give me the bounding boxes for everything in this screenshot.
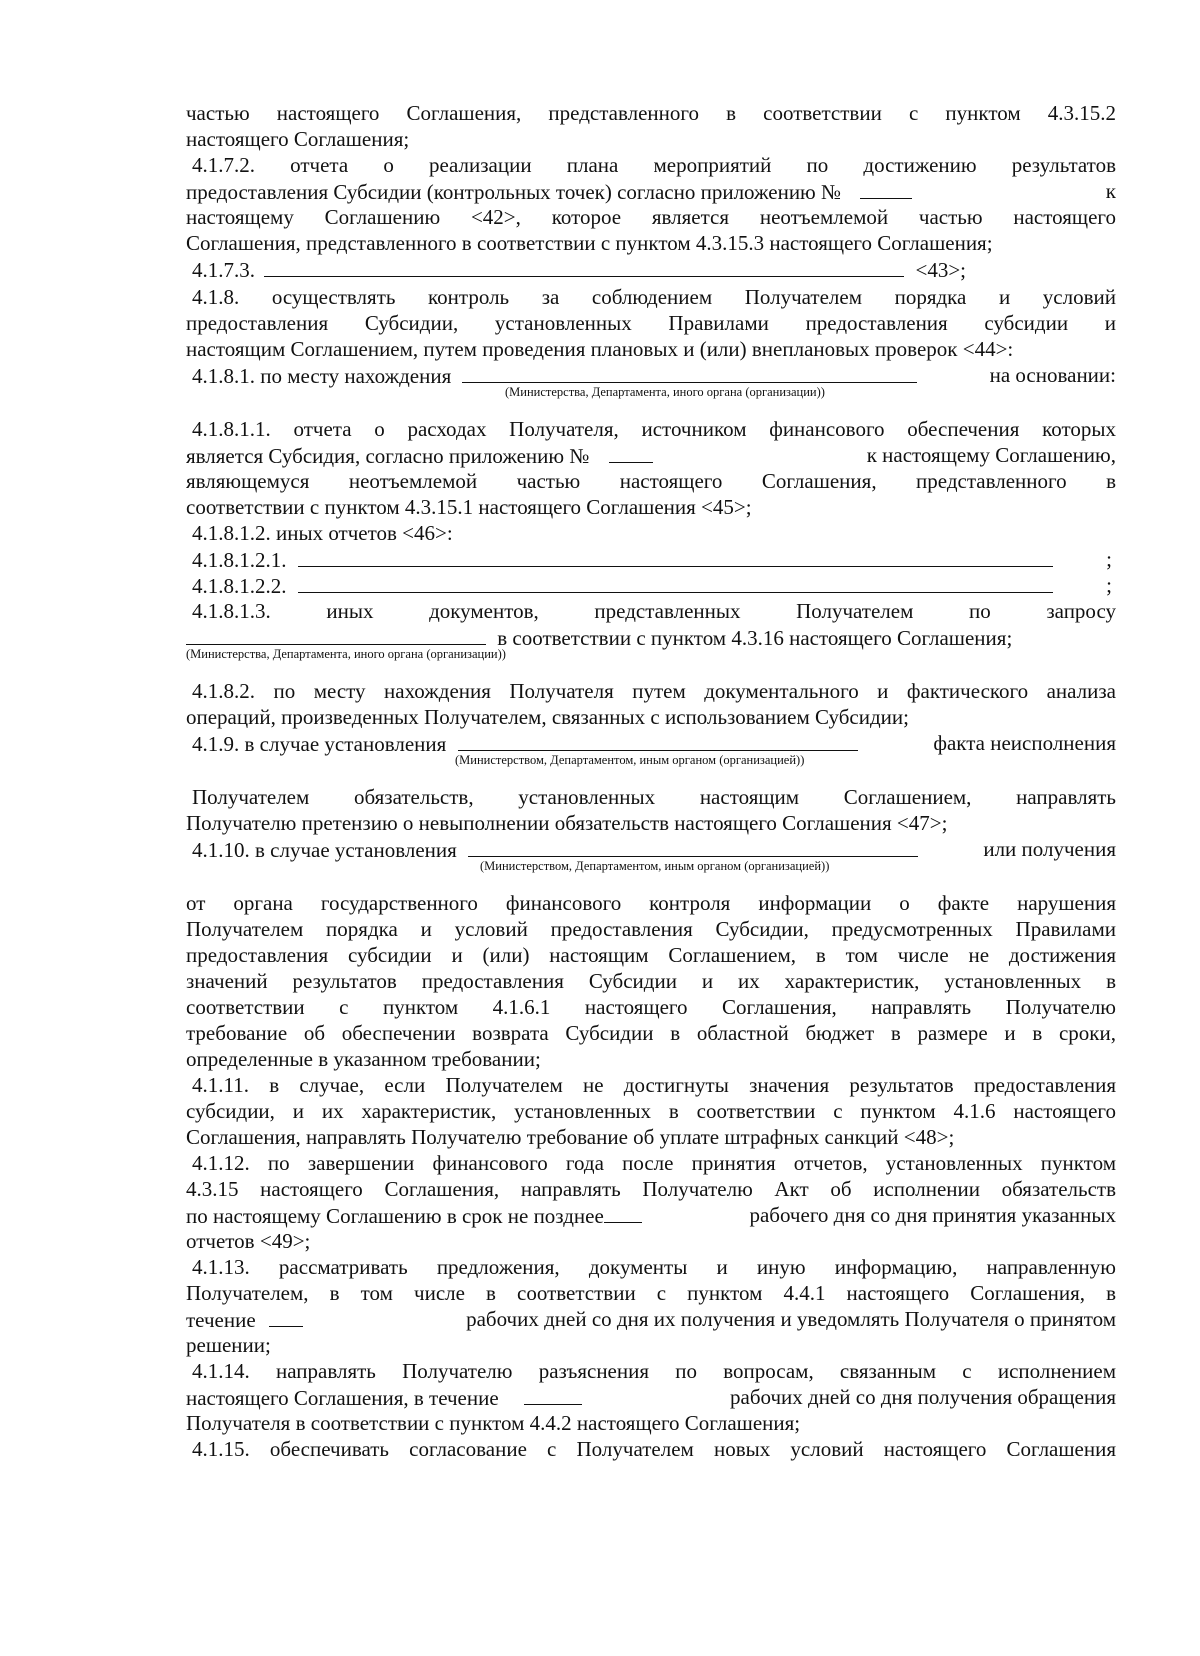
field-caption: (Министерства, Департамента, иного органа (организации)): [505, 385, 825, 399]
text-line: 4.3.15 настоящего Соглашения, направлять Получателю Акт об исполнении обязательств: [186, 1177, 1116, 1201]
text-line: 4.1.8.2. по месту нахождения Получателя путем документального и фактического анализа: [192, 679, 1116, 703]
text-line: Получателем обязательств, установленных настоящим Соглашением, направлять: [192, 785, 1116, 809]
text-line: 4.1.9. в случае установления факта неисполнения: [192, 731, 1116, 756]
text-line: 4.1.8.1.2.1. ;: [192, 547, 1112, 572]
text-line: операций, произведенных Получателем, связанных с использованием Субсидии;: [186, 705, 909, 729]
text-line: 4.1.10. в случае установления или получения: [192, 837, 1116, 862]
text-line: предоставления Субсидии (контрольных точек) согласно приложению № к: [186, 179, 1116, 204]
text-line: Соглашения, направлять Получателю требование об уплате штрафных санкций <48>;: [186, 1125, 955, 1149]
text-line: 4.1.8.1.2. иных отчетов <46>:: [192, 521, 453, 545]
blank-line: [264, 256, 904, 277]
text-line: Получателя в соответствии с пунктом 4.4.2 настоящего Соглашения;: [186, 1411, 801, 1435]
text-line: частью настоящего Соглашения, представленного в соответствии с пунктом 4.3.15.2: [186, 101, 1116, 125]
text-line: является Субсидия, согласно приложению № к настоящему Соглашению,: [186, 443, 1116, 468]
text-line: настоящего Соглашения;: [186, 127, 410, 151]
text-line: Получателем, в том числе в соответствии с пунктом 4.4.1 настоящего Соглашения, в: [186, 1281, 1116, 1305]
text-line: 4.1.12. по завершении финансового года после принятия отчетов, установленных пунктом: [192, 1151, 1116, 1175]
text-line: субсидии, и их характеристик, установленных в соответствии с пунктом 4.1.6 настоящего: [186, 1099, 1116, 1123]
text-line: от органа государственного финансового контроля информации о факте нарушения: [186, 891, 1116, 915]
text-line: соответствии с пунктом 4.3.15.1 настоящего Соглашения <45>;: [186, 495, 752, 519]
field-caption: (Министерства, Департамента, иного органа (организации)): [186, 647, 506, 661]
text-line: 4.1.11. в случае, если Получателем не достигнуты значения результатов предоставления: [192, 1073, 1116, 1097]
blank-line: [458, 730, 858, 751]
text-line: 4.1.8. осуществлять контроль за соблюдением Получателем порядка и условий: [192, 285, 1116, 309]
text-line: настоящему Соглашению <42>, которое является неотъемлемой частью настоящего: [186, 205, 1116, 229]
text-line: 4.1.8.1. по месту нахождения на основании:: [192, 363, 1116, 388]
text-line: 4.1.8.1.2.2. ;: [192, 573, 1112, 598]
blank-line: [298, 572, 1053, 593]
text-line: являющемуся неотъемлемой частью настоящего Соглашения, представленного в: [186, 469, 1116, 493]
text-line: 4.1.7.3. <43>;: [192, 258, 967, 282]
blank-line: [462, 362, 917, 383]
blank-line: [609, 442, 653, 463]
text-line: предоставления Субсидии, установленных Правилами предоставления субсидии и: [186, 311, 1116, 335]
field-caption: (Министерством, Департаментом, иным органом (организацией)): [480, 859, 830, 873]
text-line: 4.1.14. направлять Получателю разъяснения по вопросам, связанным с исполнением: [192, 1359, 1116, 1383]
text-line: 4.1.8.1.3. иных документов, представленных Получателем по запросу: [192, 599, 1116, 623]
text-line: значений результатов предоставления Субсидии и их характеристик, установленных в: [186, 969, 1116, 993]
text-line: 4.1.13. рассматривать предложения, документы и иную информацию, направленную: [192, 1255, 1116, 1279]
text-line: требование об обеспечении возврата Субсидии в областной бюджет в размере и в сроки,: [186, 1021, 1116, 1045]
text-line: настоящим Соглашением, путем проведения плановых и (или) внеплановых проверок <44>:: [186, 337, 1014, 361]
blank-line: [860, 178, 912, 199]
text-line: 4.1.7.2. отчета о реализации плана мероприятий по достижению результатов: [192, 153, 1116, 177]
text-line: отчетов <49>;: [186, 1229, 311, 1253]
text-line: Соглашения, представленного в соответствии с пунктом 4.3.15.3 настоящего Соглашения;: [186, 231, 993, 255]
text-line: определенные в указанном требовании;: [186, 1047, 541, 1071]
text-line: решении;: [186, 1333, 271, 1357]
blank-line: [186, 624, 486, 645]
text-line: течение рабочих дней со дня их получения и уведомлять Получателя о принятом: [186, 1307, 1116, 1332]
blank-line: [298, 546, 1053, 567]
text-line: Получателю претензию о невыполнении обязательств настоящего Соглашения <47>;: [186, 811, 948, 835]
text-line: Получателем порядка и условий предоставления Субсидии, предусмотренных Правилами: [186, 917, 1116, 941]
blank-line: [468, 836, 918, 857]
field-caption: (Министерством, Департаментом, иным органом (организацией)): [455, 753, 805, 767]
text-line: по настоящему Соглашению в срок не позднее рабочего дня со дня принятия указанных: [186, 1203, 1116, 1228]
text-line: 4.1.8.1.1. отчета о расходах Получателя, источником финансового обеспечения которых: [192, 417, 1116, 441]
blank-line: [604, 1202, 642, 1223]
text-line: предоставления субсидии и (или) настоящим Соглашением, в том числе не достижения: [186, 943, 1116, 967]
blank-line: [269, 1306, 303, 1327]
text-line: в соответствии с пунктом 4.3.16 настоящего Соглашения;: [186, 624, 1116, 651]
blank-line: [524, 1384, 582, 1405]
text-line: настоящего Соглашения, в течение рабочих дней со дня получения обращения: [186, 1385, 1116, 1410]
text-line: 4.1.15. обеспечивать согласование с Получателем новых условий настоящего Соглашения: [192, 1437, 1116, 1461]
text-line: соответствии с пунктом 4.1.6.1 настоящего Соглашения, направлять Получателю: [186, 995, 1116, 1019]
